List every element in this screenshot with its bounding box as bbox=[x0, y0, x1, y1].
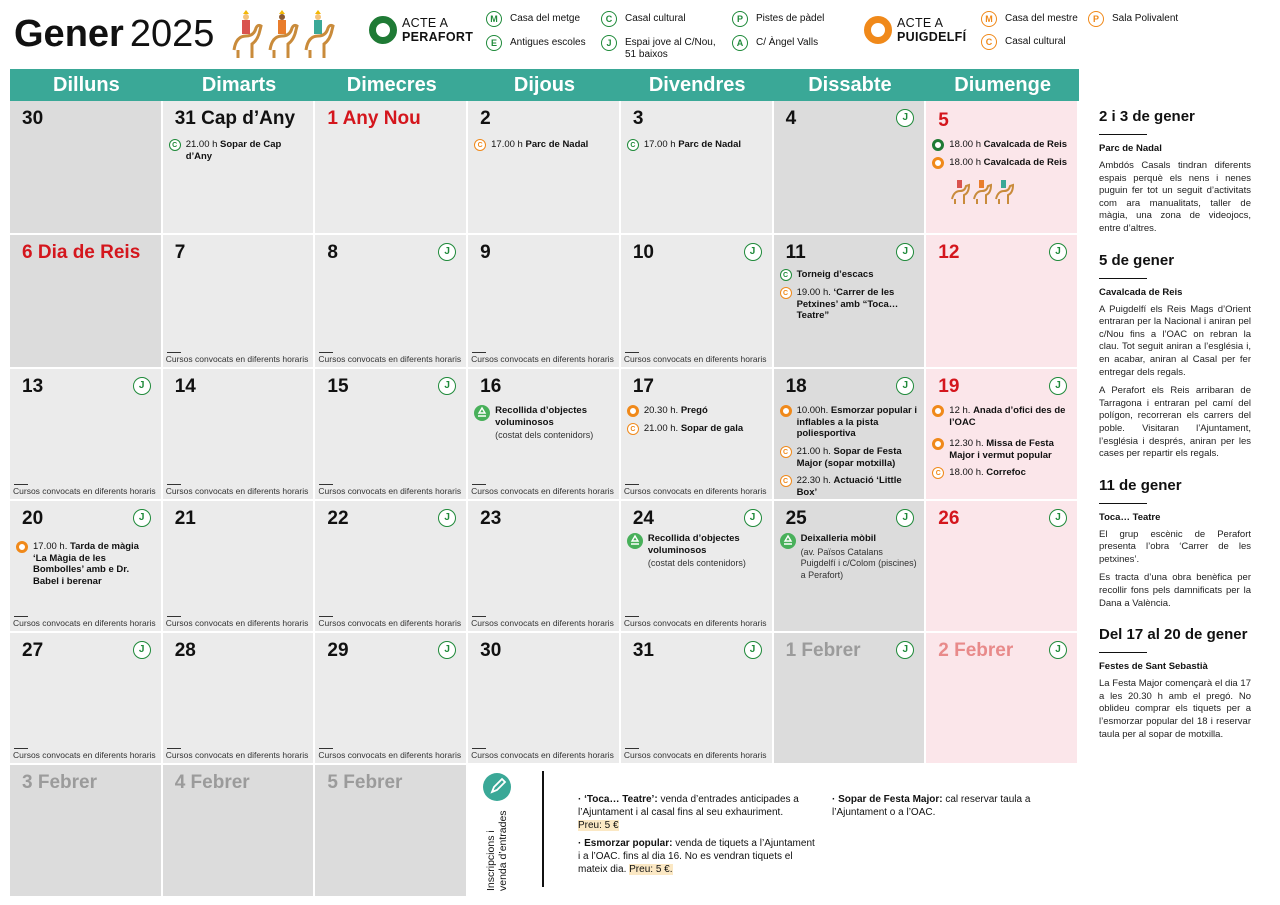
inscripcio-sopar-festa-major: · Sopar de Festa Major: cal reservar taula a l’Ajuntament o a l’OAC. bbox=[832, 794, 1031, 818]
weekday-thursday: Dijous bbox=[513, 74, 576, 96]
j-badge-icon: J bbox=[1049, 377, 1067, 395]
day-cell[interactable] bbox=[774, 235, 927, 369]
day-cell[interactable] bbox=[315, 765, 468, 898]
day-cell[interactable] bbox=[315, 369, 468, 501]
week-row bbox=[10, 501, 1079, 633]
day-cell[interactable] bbox=[621, 235, 774, 369]
event: C 18.00 h. Correfoc bbox=[932, 467, 1071, 479]
day-number: 20 bbox=[22, 508, 44, 529]
legend-item-antigues-escoles: E Antigues escoles bbox=[486, 37, 586, 51]
day-number: 28 bbox=[174, 640, 196, 661]
j-badge-icon: J bbox=[896, 641, 914, 659]
j-badge-icon: J bbox=[1049, 243, 1067, 261]
puigdelfi-dot-icon bbox=[627, 405, 639, 417]
weekday-friday: Divendres bbox=[648, 74, 746, 96]
j-badge-icon: J bbox=[438, 509, 456, 527]
day-number: 23 bbox=[480, 508, 502, 529]
event: 12 h. Anada d’ofici des de l’OAC bbox=[932, 405, 1071, 428]
j-badge-icon: J bbox=[133, 641, 151, 659]
day-cell[interactable] bbox=[926, 633, 1079, 765]
p-badge-icon: P bbox=[732, 11, 748, 27]
day-cell[interactable] bbox=[163, 235, 316, 369]
acte-perafort-line2: PERAFORT bbox=[402, 30, 474, 44]
puigdelfi-dot-icon bbox=[780, 405, 792, 417]
cursos-note: Cursos convocats en diferents horaris bbox=[623, 750, 767, 760]
perafort-dot-icon bbox=[932, 139, 944, 151]
c-badge-icon: C bbox=[780, 475, 792, 487]
event: 18.00 h Cavalcada de Reis bbox=[932, 139, 1071, 151]
day-cell[interactable] bbox=[621, 101, 774, 235]
day-number: 21 bbox=[174, 508, 196, 529]
pencil-icon bbox=[483, 773, 511, 801]
c-badge-icon: C bbox=[601, 11, 617, 27]
j-badge-icon: J bbox=[744, 509, 762, 527]
cursos-note: Cursos convocats en diferents horaris bbox=[318, 618, 462, 628]
day-number: 3 bbox=[632, 108, 644, 129]
j-badge-icon: J bbox=[438, 641, 456, 659]
cursos-note: Cursos convocats en diferents horaris bbox=[165, 486, 309, 496]
j-badge-icon: J bbox=[1049, 641, 1067, 659]
c-badge-icon: C bbox=[780, 446, 792, 458]
acte-puigdelfi-line1: ACTE A bbox=[897, 16, 944, 30]
cursos-note: Cursos convocats en diferents horaris bbox=[13, 486, 156, 496]
camel-1 bbox=[234, 10, 261, 58]
legend-acte-puigdelfi bbox=[864, 16, 966, 44]
puigdelfi-dot-icon bbox=[16, 541, 28, 553]
inscripcio-esmorzar: · Esmorzar popular: venda de tiquets a l’Ajuntament i a l’OAC. fins al dia 16. No es vendran tiquets el mateix dia. Preu: 5 €. bbox=[578, 838, 815, 875]
event: C 21.00 h. Sopar de Festa Major (sopar motxilla) bbox=[780, 446, 919, 469]
page-title bbox=[14, 12, 214, 56]
day-cell[interactable] bbox=[926, 235, 1079, 369]
e-badge-icon: E bbox=[486, 35, 502, 51]
cursos-note: Cursos convocats en diferents horaris bbox=[165, 354, 309, 364]
cursos-note: Cursos convocats en diferents horaris bbox=[471, 750, 614, 760]
puigdelfi-dot-icon bbox=[932, 438, 944, 450]
day-number: 6 Dia de Reis bbox=[22, 242, 141, 263]
day-number: 25 bbox=[785, 508, 807, 529]
day-cell[interactable] bbox=[926, 369, 1079, 501]
day-cell[interactable] bbox=[315, 101, 468, 235]
day-number: 8 bbox=[327, 242, 338, 263]
day-cell[interactable] bbox=[774, 501, 927, 633]
weekday-tuesday: Dimarts bbox=[201, 74, 277, 96]
day-number: 31 Cap d’Any bbox=[174, 108, 296, 129]
info-block: 11 de gener Toca… Teatre El grup escènic de Perafort presenta l’obra ‘Carrer de les petxines’. Es tracta d’una obra benèfica per recollir fons pels damnificats per la Dana a València. bbox=[1099, 476, 1251, 609]
day-cell[interactable] bbox=[10, 633, 163, 765]
day-number: 12 bbox=[938, 242, 960, 263]
j-badge-icon: J bbox=[896, 243, 914, 261]
day-number: 14 bbox=[174, 376, 196, 397]
event: C 19.00 h. ‘Carrer de les Petxines’ amb “Toca… Teatre” bbox=[780, 287, 919, 322]
event: Recollida d’objectes voluminosos (costat dels contenidors) bbox=[627, 533, 766, 570]
event: C 22.30 h. Actuació ‘Little Box’ bbox=[780, 475, 919, 498]
j-badge-icon: J bbox=[744, 641, 762, 659]
inscripcio-toca-teatre: · ‘Toca… Teatre’: venda d’entrades anticipades a l’Ajuntament i al casal fins al seu exhauriment. Preu: 5 € bbox=[578, 794, 799, 831]
day-number: 27 bbox=[22, 640, 44, 661]
event: C 17.00 h Parc de Nadal bbox=[627, 139, 766, 151]
cursos-note: Cursos convocats en diferents horaris bbox=[165, 618, 309, 628]
cursos-note: Cursos convocats en diferents horaris bbox=[318, 486, 462, 496]
day-cell[interactable] bbox=[10, 501, 163, 633]
day-cell[interactable] bbox=[926, 501, 1079, 633]
legend-acte-perafort bbox=[369, 16, 473, 44]
j-badge-icon: J bbox=[896, 509, 914, 527]
day-cell[interactable] bbox=[468, 501, 621, 633]
week-row bbox=[10, 633, 1079, 765]
j-badge-icon: J bbox=[1049, 509, 1067, 527]
a-badge-icon: A bbox=[732, 35, 748, 51]
day-number: 29 bbox=[327, 640, 349, 661]
weekday-wednesday: Dimecres bbox=[346, 74, 437, 96]
day-number: 30 bbox=[480, 640, 502, 661]
day-cell[interactable] bbox=[468, 633, 621, 765]
day-cell[interactable] bbox=[468, 369, 621, 501]
weekday-sunday: Diumenge bbox=[954, 74, 1051, 96]
recycle-icon bbox=[627, 533, 643, 549]
day-cell[interactable] bbox=[621, 501, 774, 633]
day-number: 1 Febrer bbox=[785, 640, 861, 661]
day-number: 10 bbox=[632, 242, 654, 263]
event: 10.00h. Esmorzar popular i inflables a la pista poliesportiva bbox=[780, 405, 919, 440]
day-number: 13 bbox=[22, 376, 44, 397]
day-cell[interactable] bbox=[315, 501, 468, 633]
day-cell[interactable] bbox=[774, 369, 927, 501]
legend-item-casa-metge: M Casa del metge bbox=[486, 13, 580, 27]
day-number: 15 bbox=[327, 376, 349, 397]
three-kings-illustration bbox=[230, 10, 342, 60]
legend-item-pistes-padel: P Pistes de pàdel bbox=[732, 13, 824, 27]
recycle-icon bbox=[474, 405, 490, 421]
day-number: 19 bbox=[938, 376, 960, 397]
day-number: 30 bbox=[22, 108, 44, 129]
day-cell[interactable] bbox=[774, 633, 927, 765]
day-cell[interactable] bbox=[315, 633, 468, 765]
legend-item-espai-jove: J Espai jove al C/Nou, 51 baixos bbox=[601, 37, 719, 61]
three-kings-small-illustration bbox=[950, 175, 1016, 205]
day-cell[interactable] bbox=[163, 501, 316, 633]
side-info bbox=[1099, 100, 1251, 747]
c-badge-icon: C bbox=[627, 139, 639, 151]
cursos-note: Cursos convocats en diferents horaris bbox=[318, 750, 462, 760]
j-badge-icon: J bbox=[438, 243, 456, 261]
day-cell[interactable] bbox=[621, 369, 774, 501]
cursos-note: Cursos convocats en diferents horaris bbox=[471, 618, 614, 628]
legend-item-casal-cultural: C Casal cultural bbox=[601, 13, 686, 27]
puigdelfi-dot-icon bbox=[932, 405, 944, 417]
j-badge-icon: J bbox=[133, 377, 151, 395]
day-number: 7 bbox=[174, 242, 186, 263]
day-cell[interactable] bbox=[468, 101, 621, 235]
acte-puigdelfi-line2: PUIGDELFÍ bbox=[897, 30, 967, 44]
cursos-note: Cursos convocats en diferents horaris bbox=[623, 618, 767, 628]
cursos-note: Cursos convocats en diferents horaris bbox=[165, 750, 309, 760]
legend-item-casa-mestre: M Casa del mestre bbox=[981, 13, 1078, 27]
c-badge-icon: C bbox=[981, 34, 997, 50]
cursos-note: Cursos convocats en diferents horaris bbox=[13, 750, 156, 760]
day-number: 31 bbox=[632, 640, 654, 661]
year: 2025 bbox=[129, 13, 215, 55]
camel-2 bbox=[270, 10, 297, 58]
day-number: 3 Febrer bbox=[22, 772, 97, 793]
day-number: 17 bbox=[632, 376, 654, 397]
day-cell[interactable] bbox=[468, 235, 621, 369]
j-badge-icon: J bbox=[601, 35, 617, 51]
day-number: 24 bbox=[632, 508, 654, 529]
day-number: 5 bbox=[938, 110, 949, 131]
weekday-saturday: Dissabte bbox=[808, 74, 892, 96]
day-cell[interactable] bbox=[163, 765, 316, 898]
cursos-note: Cursos convocats en diferents horaris bbox=[623, 354, 767, 364]
cursos-note: Cursos convocats en diferents horaris bbox=[623, 486, 767, 496]
day-cell[interactable] bbox=[315, 235, 468, 369]
event: 20.30 h. Pregó bbox=[627, 405, 766, 417]
event: 18.00 h Cavalcada de Reis bbox=[932, 157, 1071, 169]
recycle-icon bbox=[780, 533, 796, 549]
day-number: 26 bbox=[938, 508, 960, 529]
day-number: 9 bbox=[480, 242, 491, 263]
event: C Torneig d’escacs bbox=[780, 269, 919, 281]
day-number: 16 bbox=[480, 376, 502, 397]
week-row bbox=[10, 235, 1079, 369]
cursos-note: Cursos convocats en diferents horaris bbox=[318, 354, 462, 364]
day-number: 5 Febrer bbox=[327, 772, 403, 793]
week-row bbox=[10, 101, 1079, 235]
info-block: 5 de gener Cavalcada de Reis A Puigdelfí els Reis Mags d’Orient entraran per la Nacional i aniran pel c/Nou fins a l’OAC on rebran la clau. Tot seguit aniran a l’església i, en acabar, aniran al Casal per fer entregar dels regals. A Perafort els Reis arribaran de Tarragona i entraran pel camí del polígon, recorreran els carrers del poble. Visitaran l’Ajuntament, l’església i després, aniran per les cases per repartir els regals. bbox=[1099, 251, 1251, 460]
day-cell[interactable] bbox=[10, 765, 163, 898]
event: C 21.00 h. Sopar de gala bbox=[627, 423, 766, 435]
info-block: Del 17 al 20 de gener Festes de Sant Sebastià La Festa Major començarà el dia 17 a les 20.30 h amb el pregó. No oblideu comprar els tiquets per a l’esmorzar popular del 18 i reservar taula per al sopar de motxilla. bbox=[1099, 626, 1251, 740]
day-number: 4 bbox=[785, 108, 797, 129]
weekday-monday: Dilluns bbox=[53, 74, 120, 96]
legend-item-sala-polivalent: P Sala Polivalent bbox=[1088, 13, 1178, 27]
cursos-note: Cursos convocats en diferents horaris bbox=[471, 486, 614, 496]
c-badge-icon: C bbox=[780, 287, 792, 299]
day-cell[interactable] bbox=[926, 101, 1079, 235]
cursos-note: Cursos convocats en diferents horaris bbox=[13, 618, 156, 628]
event: Recollida d’objectes voluminosos (costat dels contenidors) bbox=[474, 405, 613, 442]
legend-item-angel-valls: A C/ Àngel Valls bbox=[732, 37, 818, 51]
perafort-ring-icon bbox=[369, 16, 397, 44]
camel-3 bbox=[306, 10, 333, 58]
inscripcions-vertical-label: Inscripcions i venda d’entrades bbox=[485, 810, 509, 891]
j-badge-icon: J bbox=[744, 243, 762, 261]
m-badge-icon: M bbox=[981, 11, 997, 27]
p-badge-icon: P bbox=[1088, 11, 1104, 27]
weekday-header bbox=[10, 69, 1079, 101]
acte-perafort-line1: ACTE A bbox=[402, 16, 449, 30]
c-badge-icon: C bbox=[474, 139, 486, 151]
j-badge-icon: J bbox=[896, 377, 914, 395]
day-cell[interactable] bbox=[621, 633, 774, 765]
legend-item-casal-cultural-puigdelfi: C Casal cultural bbox=[981, 36, 1066, 50]
j-badge-icon: J bbox=[438, 377, 456, 395]
day-number: 18 bbox=[785, 376, 807, 397]
event: C 17.00 h Parc de Nadal bbox=[474, 139, 613, 151]
c-badge-icon: C bbox=[780, 269, 792, 281]
day-number: 2 Febrer bbox=[938, 640, 1014, 661]
c-badge-icon: C bbox=[627, 423, 639, 435]
day-cell[interactable] bbox=[774, 101, 927, 235]
c-badge-icon: C bbox=[932, 467, 944, 479]
cursos-note: Cursos convocats en diferents horaris bbox=[471, 354, 614, 364]
week-row bbox=[10, 369, 1079, 501]
info-block: 2 i 3 de gener Parc de Nadal Ambdós Casals tindran diferents espais perquè els nens i nenes puguin fer tot un seguit d’activitats com ara manualitats, taller de màgia, una zona de videojocs, entre d’altres. bbox=[1099, 108, 1251, 234]
j-badge-icon: J bbox=[896, 109, 914, 127]
event: 12.30 h. Missa de Festa Major i vermut popular bbox=[932, 438, 1071, 461]
day-number: 2 bbox=[480, 108, 491, 129]
c-badge-icon: C bbox=[169, 139, 181, 151]
day-cell[interactable] bbox=[163, 369, 316, 501]
puigdelfi-ring-icon bbox=[864, 16, 892, 44]
day-cell[interactable] bbox=[163, 101, 316, 235]
day-cell[interactable] bbox=[10, 369, 163, 501]
day-number: 1 Any Nou bbox=[327, 108, 421, 129]
day-number: 22 bbox=[327, 508, 349, 529]
event: 17.00 h. Tarda de màgia ‘La Màgia de les Bombolles’ amb e Dr. Babel i berenar bbox=[16, 541, 155, 587]
inscripcions-box bbox=[469, 763, 1079, 896]
m-badge-icon: M bbox=[486, 11, 502, 27]
event: Deixalleria mòbil (av. Països Catalans Puigdelfí i c/Colom (piscines) a Perafort) bbox=[780, 533, 919, 581]
day-cell[interactable] bbox=[163, 633, 316, 765]
month-name: Gener bbox=[14, 13, 124, 55]
day-cell[interactable] bbox=[10, 235, 163, 369]
j-badge-icon: J bbox=[133, 509, 151, 527]
event: C 21.00 h Sopar de Cap d’Any bbox=[169, 139, 308, 162]
day-cell[interactable] bbox=[10, 101, 163, 235]
puigdelfi-dot-icon bbox=[932, 157, 944, 169]
day-number: 11 bbox=[785, 242, 806, 263]
day-number: 4 Febrer bbox=[174, 772, 250, 793]
